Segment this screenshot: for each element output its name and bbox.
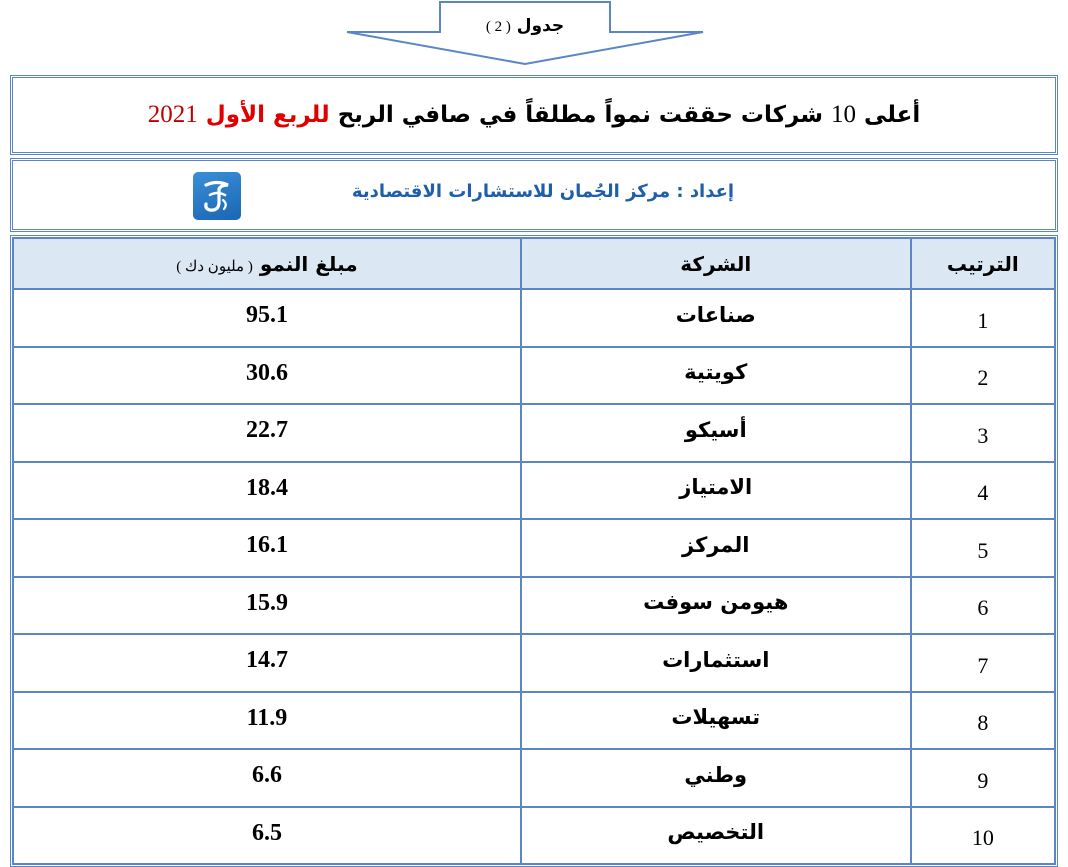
title-box [10, 75, 1058, 155]
header-amount-unit: ( مليون دك ) [176, 258, 253, 275]
title-middle: شركات حققت نمواً مطلقاً في صافي الربح [337, 102, 823, 128]
company-cell: استثمارات [521, 634, 911, 692]
ranking-table [10, 235, 1058, 867]
caption-number: ( 2 ) [485, 19, 511, 35]
header-amount [13, 238, 521, 289]
rank-cell: 8 [911, 692, 1055, 750]
rank-cell: 6 [911, 577, 1055, 635]
rank-cell: 7 [911, 634, 1055, 692]
page-title [148, 101, 921, 129]
amount-cell: 16.1 [13, 519, 521, 577]
amount-cell: 95.1 [13, 289, 521, 347]
table-row [13, 519, 1055, 577]
title-year: 2021 [147, 101, 198, 128]
aljuman-logo-icon [193, 172, 241, 220]
rank-cell: 5 [911, 519, 1055, 577]
company-cell: كويتية [521, 347, 911, 405]
rank-cell: 10 [911, 807, 1055, 865]
table-row [13, 749, 1055, 807]
table-row [13, 807, 1055, 865]
prepared-by-text: إعداد : مركز الجُمان للاستشارات الاقتصادية [351, 181, 735, 202]
table-header-row [13, 238, 1055, 289]
amount-cell: 6.5 [13, 807, 521, 865]
amount-cell: 11.9 [13, 692, 521, 750]
amount-cell: 18.4 [13, 462, 521, 520]
company-cell: الامتياز [521, 462, 911, 520]
rank-cell: 1 [911, 289, 1055, 347]
amount-cell: 6.6 [13, 749, 521, 807]
company-cell: تسهيلات [521, 692, 911, 750]
rank-cell: 4 [911, 462, 1055, 520]
table-row [13, 634, 1055, 692]
header-rank: الترتيب [911, 238, 1055, 289]
table-body [13, 289, 1055, 864]
header-company: الشركة [521, 238, 911, 289]
amount-cell: 22.7 [13, 404, 521, 462]
header-amount-label: مبلغ النمو [259, 251, 358, 276]
title-highlight: للربع الأول [205, 102, 330, 128]
prepared-by-box [10, 158, 1058, 232]
amount-cell: 15.9 [13, 577, 521, 635]
company-cell: وطني [521, 749, 911, 807]
rank-cell: 2 [911, 347, 1055, 405]
caption-label: جدول [516, 16, 565, 36]
table-caption [345, 16, 705, 36]
title-count: 10 [831, 101, 856, 128]
amount-cell: 14.7 [13, 634, 521, 692]
company-cell: هيومن سوفت [521, 577, 911, 635]
table-row [13, 404, 1055, 462]
company-cell: أسيكو [521, 404, 911, 462]
company-cell: التخصيص [521, 807, 911, 865]
table-row [13, 692, 1055, 750]
table-row [13, 347, 1055, 405]
rank-cell: 9 [911, 749, 1055, 807]
table-row [13, 577, 1055, 635]
title-prefix: أعلى [864, 102, 921, 128]
rank-cell: 3 [911, 404, 1055, 462]
table-row [13, 462, 1055, 520]
table-row [13, 289, 1055, 347]
amount-cell: 30.6 [13, 347, 521, 405]
company-cell: المركز [521, 519, 911, 577]
company-cell: صناعات [521, 289, 911, 347]
